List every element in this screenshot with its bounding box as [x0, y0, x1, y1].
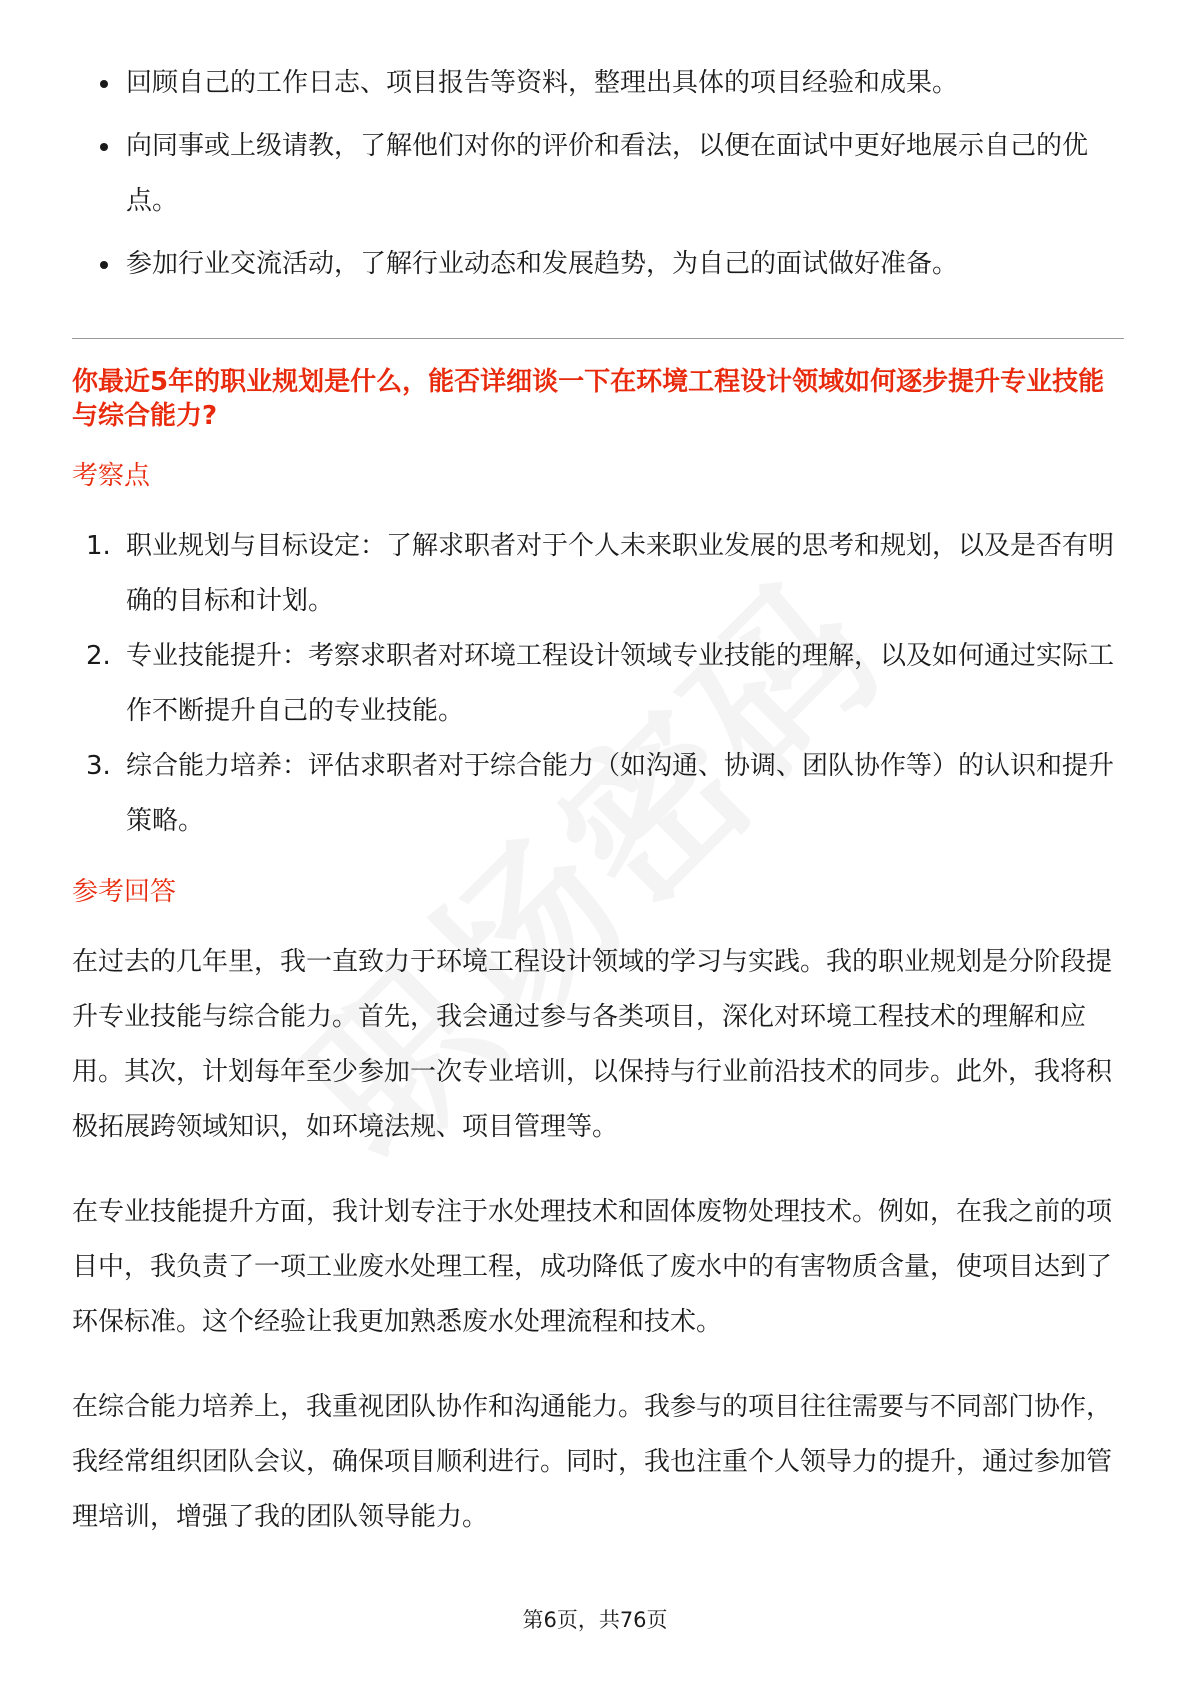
bullet-list — [72, 56, 1124, 292]
answer-paragraph: 在综合能力培养上，我重视团队协作和沟通能力。我参与的项目往往需要与不同部门协作，我经常组织团队会议，确保项目顺利进行。同时，我也注重个人领导力的提升，通过参加管理培训，增强了我的团队领导能力。 — [72, 1392, 1113, 1532]
bullet-dot-icon — [100, 261, 108, 269]
focus-section-title: 考察点 — [72, 461, 151, 491]
list-item: 1. 职业规划与目标设定：了解求职者对于个人未来职业发展的思考和规划，以及是否有明确的目标和计划。 — [86, 531, 1115, 616]
bullet-dot-icon — [100, 143, 108, 151]
document-page — [72, 56, 1124, 1545]
section-divider — [72, 338, 1124, 339]
list-item: 2. 专业技能提升：考察求职者对环境工程设计领域专业技能的理解，以及如何通过实际工作不断提升自己的专业技能。 — [86, 641, 1115, 726]
list-item: 参加行业交流活动，了解行业动态和发展趋势，为自己的面试做好准备。 — [72, 237, 1124, 292]
answer-paragraph: 在过去的几年里，我一直致力于环境工程设计领域的学习与实践。我的职业规划是分阶段提升专业技能与综合能力。首先，我会通过参与各类项目，深化对环境工程技术的理解和应用。其次，计划每年至少参加一次专业培训，以保持与行业前沿技术的同步。此外，我将积极拓展跨领域知识，如环境法规、项目管理等。 — [72, 947, 1113, 1142]
list-item: 回顾自己的工作日志、项目报告等资料，整理出具体的项目经验和成果。 — [72, 56, 1124, 111]
page-number: 第6页，共76页 — [522, 1608, 668, 1632]
bullet-dot-icon — [100, 80, 108, 88]
answer-paragraph: 在专业技能提升方面，我计划专注于水处理技术和固体废物处理技术。例如，在我之前的项目中，我负责了一项工业废水处理工程，成功降低了废水中的有害物质含量，使项目达到了环保标准。这个经验让我更加熟悉废水处理流程和技术。 — [72, 1197, 1113, 1337]
question-heading: 你最近5年的职业规划是什么，能否详细谈一下在环境工程设计领域如何逐步提升专业技能与综合能力? — [72, 367, 1105, 431]
focus-list — [72, 519, 1124, 849]
list-item: 3. 综合能力培养：评估求职者对于综合能力（如沟通、协调、团队协作等）的认识和提升策略。 — [86, 751, 1115, 836]
list-item: 向同事或上级请教，了解他们对你的评价和看法，以便在面试中更好地展示自己的优点。 — [72, 119, 1124, 229]
answer-section-title: 参考回答 — [72, 877, 177, 907]
